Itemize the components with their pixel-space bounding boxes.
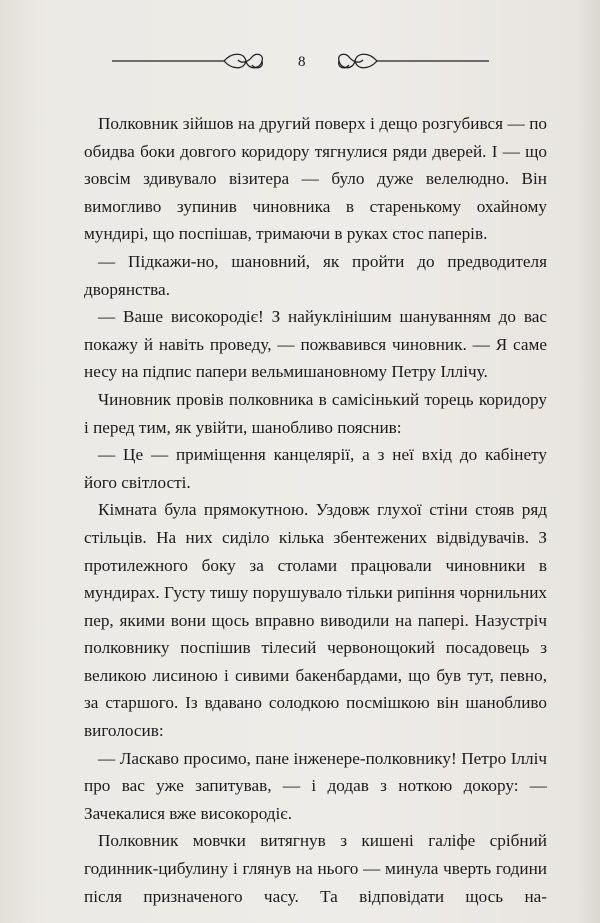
paragraph-6: Кімната була прямокутною. Уздовж глухої стіни стояв ряд стільців. На них сиділо кілька збентежених відвідувачів. З протилежного боку за столами працювали чиновники в мундирах. Густу тишу порушувало тільки рипіння чорнильних пер, якими вони щось вправно виводили на папері. Назустріч полковнику поспішив тілесий червонощокий посадовець з великою лисиною і сивими бакенбардами, що був тут, певно, за старшого. Із вдавано солодкою посмішкою він шанобливо виголосив: bbox=[84, 500, 547, 741]
right-flourish-ornament bbox=[333, 48, 489, 74]
paragraph-7: — Ласкаво просимо, пане інженере-полковнику! Петро Ілліч про вас уже запитував, — і додав з ноткою докору: — Зачекалися вже високородіє. bbox=[84, 748, 547, 823]
paragraph-3: — Ваше високородіє! З найуклінішим шануванням до вас покажу й навіть проведу, — пожвавився чиновник. — Я саме несу на підпис папери вельмишановному Петру Іллічу. bbox=[84, 307, 547, 382]
paragraph-2: — Підкажи-но, шановний, як пройти до предводителя дворянства. bbox=[84, 251, 547, 299]
left-flourish-ornament bbox=[112, 48, 268, 74]
page-number: 8 bbox=[298, 54, 306, 70]
body-text bbox=[84, 110, 547, 910]
paragraph-1: Полковник зійшов на другий поверх і дещо розгубився — по обидва боки довгого коридору тягнулися ряди дверей. І — що зовсім здивувало візитера — було дуже велелюдно. Він вимогливо зупинив чиновника в старенькому охайному мундирі, що поспішав, тримаючи в руках стос паперів. bbox=[84, 114, 547, 244]
paragraph-8: Полковник мовчки витягнув з кишені галіфе срібний годинник-цибулину і глянув на нього — минула чверть години після призначеного часу. Та відповідати щось на- bbox=[84, 831, 547, 906]
paragraph-4: Чиновник провів полковника в самісінький торець коридору і перед тим, як увійти, шанобливо пояснив: bbox=[84, 389, 547, 437]
paragraph-5: — Це — приміщення канцелярії, а з неї вхід до кабінету його світлості. bbox=[84, 445, 547, 492]
page-header bbox=[0, 40, 600, 84]
